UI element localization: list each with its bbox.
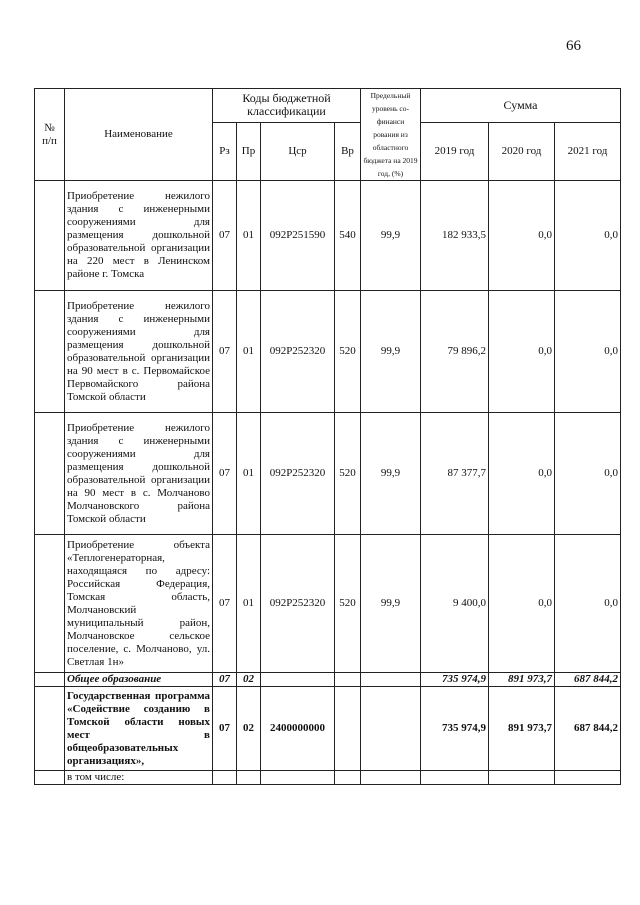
row-pr: 02 bbox=[237, 673, 261, 687]
row-level bbox=[361, 687, 421, 771]
row-2020: 0,0 bbox=[489, 181, 555, 291]
row-name: Общее образование bbox=[65, 673, 213, 687]
row-rz: 07 bbox=[213, 687, 237, 771]
row-2020: 891 973,7 bbox=[489, 673, 555, 687]
row-level: 99,9 bbox=[361, 413, 421, 535]
budget-table bbox=[34, 88, 621, 785]
row-2021: 0,0 bbox=[555, 181, 621, 291]
row-pr bbox=[237, 771, 261, 785]
row-2019: 79 896,2 bbox=[421, 291, 489, 413]
table-row bbox=[35, 771, 621, 785]
row-2021: 0,0 bbox=[555, 291, 621, 413]
header-2019: 2019 год bbox=[421, 122, 489, 180]
row-2020: 0,0 bbox=[489, 291, 555, 413]
row-vr: 520 bbox=[335, 413, 361, 535]
row-pr: 02 bbox=[237, 687, 261, 771]
row-2019: 735 974,9 bbox=[421, 687, 489, 771]
header-name: Наименование bbox=[65, 89, 213, 181]
table-row bbox=[35, 687, 621, 771]
row-csr: 092P252320 bbox=[261, 291, 335, 413]
header-codes: Коды бюджетной классификации bbox=[213, 89, 361, 123]
table-row bbox=[35, 181, 621, 291]
row-2019: 735 974,9 bbox=[421, 673, 489, 687]
header-no: № п/п bbox=[35, 89, 65, 181]
header-csr: Цср bbox=[261, 122, 335, 180]
header-level: Предельный уровень со-финанси рования из областного бюджета на 2019 год, (%) bbox=[361, 89, 421, 181]
row-level: 99,9 bbox=[361, 181, 421, 291]
row-vr: 520 bbox=[335, 535, 361, 673]
row-rz: 07 bbox=[213, 181, 237, 291]
row-level: 99,9 bbox=[361, 535, 421, 673]
row-name: в том числе: bbox=[65, 771, 213, 785]
table-row bbox=[35, 291, 621, 413]
row-level: 99,9 bbox=[361, 291, 421, 413]
row-2021 bbox=[555, 771, 621, 785]
row-2021: 687 844,2 bbox=[555, 673, 621, 687]
row-name: Приобретение нежилого здания с инженерными сооружениями для размещения дошкольной образовательной организации на 90 мест в с. Молчаново Молчановского района Томской области bbox=[65, 413, 213, 535]
row-name: Приобретение нежилого здания с инженерными сооружениями для размещения дошкольной образовательной организации на 90 мест в с. Первомайское Первомайского района Томской области bbox=[65, 291, 213, 413]
row-csr bbox=[261, 771, 335, 785]
row-2020 bbox=[489, 771, 555, 785]
row-2020: 0,0 bbox=[489, 535, 555, 673]
table-row bbox=[35, 673, 621, 687]
header-rz: Рз bbox=[213, 122, 237, 180]
header-sum: Сумма bbox=[421, 89, 621, 123]
row-2019: 87 377,7 bbox=[421, 413, 489, 535]
row-pr: 01 bbox=[237, 535, 261, 673]
row-vr: 520 bbox=[335, 291, 361, 413]
row-vr bbox=[335, 771, 361, 785]
header-vr: Вр bbox=[335, 122, 361, 180]
row-2021: 0,0 bbox=[555, 413, 621, 535]
row-rz: 07 bbox=[213, 535, 237, 673]
page-number: 66 bbox=[566, 38, 581, 54]
row-csr bbox=[261, 673, 335, 687]
row-2020: 891 973,7 bbox=[489, 687, 555, 771]
row-vr bbox=[335, 673, 361, 687]
header-2020: 2020 год bbox=[489, 122, 555, 180]
row-csr: 2400000000 bbox=[261, 687, 335, 771]
row-name: Государственная программа «Содействие созданию в Томской области новых мест в общеобразовательных организациях», bbox=[65, 687, 213, 771]
row-rz: 07 bbox=[213, 413, 237, 535]
table-row bbox=[35, 535, 621, 673]
row-2019 bbox=[421, 771, 489, 785]
row-rz: 07 bbox=[213, 673, 237, 687]
row-csr: 092P251590 bbox=[261, 181, 335, 291]
row-2021: 0,0 bbox=[555, 535, 621, 673]
row-rz bbox=[213, 771, 237, 785]
header-2021: 2021 год bbox=[555, 122, 621, 180]
header-pr: Пр bbox=[237, 122, 261, 180]
row-vr bbox=[335, 687, 361, 771]
row-level bbox=[361, 673, 421, 687]
row-name: Приобретение объекта «Теплогенераторная, находящаяся по адресу: Российская Федерация, Томская область, Молчановский муниципальный район, Молчановское сельское поселение, с. Молчаново, ул. Светлая 1н» bbox=[65, 535, 213, 673]
row-rz: 07 bbox=[213, 291, 237, 413]
row-level bbox=[361, 771, 421, 785]
table-row bbox=[35, 413, 621, 535]
row-pr: 01 bbox=[237, 291, 261, 413]
row-csr: 092P252320 bbox=[261, 413, 335, 535]
row-2019: 9 400,0 bbox=[421, 535, 489, 673]
row-2020: 0,0 bbox=[489, 413, 555, 535]
row-csr: 092P252320 bbox=[261, 535, 335, 673]
row-pr: 01 bbox=[237, 413, 261, 535]
row-pr: 01 bbox=[237, 181, 261, 291]
row-name: Приобретение нежилого здания с инженерными сооружениями для размещения дошкольной образовательной организации на 220 мест в Ленинском районе г. Томска bbox=[65, 181, 213, 291]
row-vr: 540 bbox=[335, 181, 361, 291]
row-2019: 182 933,5 bbox=[421, 181, 489, 291]
row-2021: 687 844,2 bbox=[555, 687, 621, 771]
